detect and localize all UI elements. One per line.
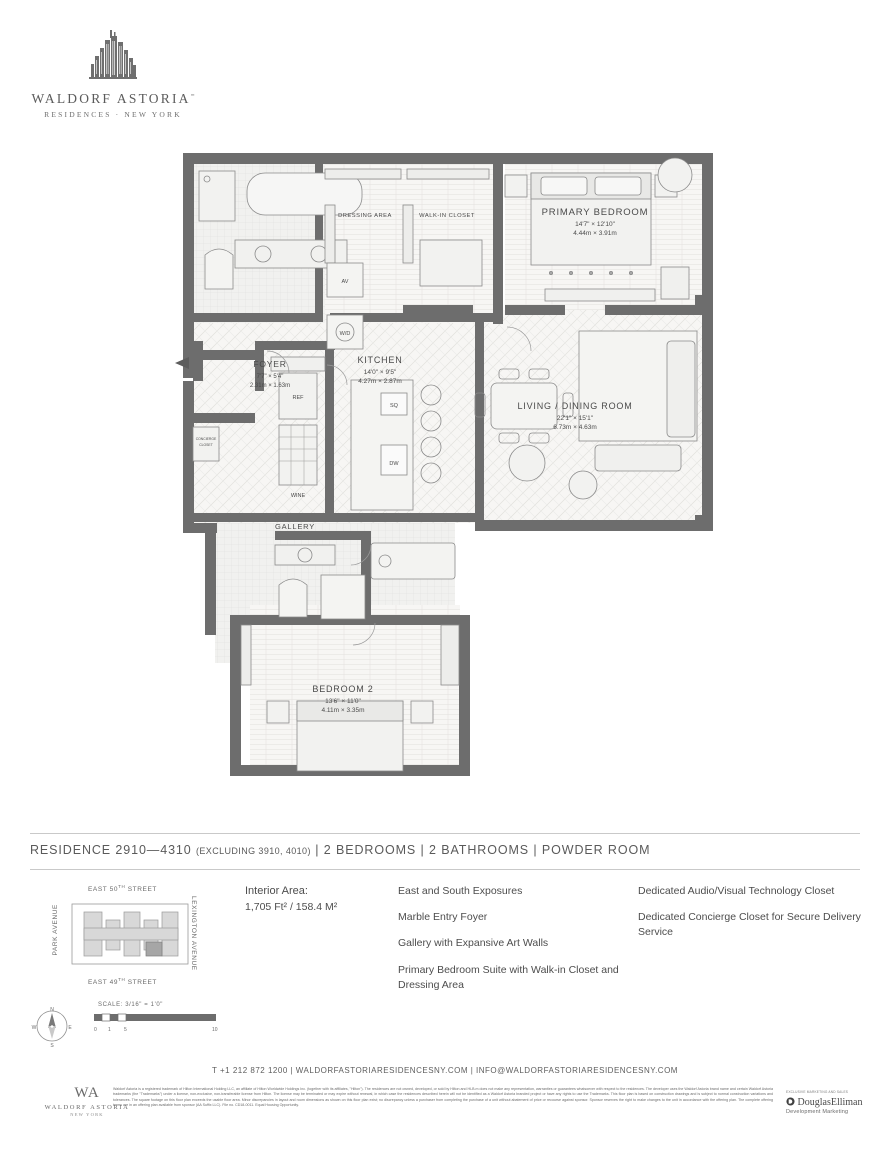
floor-plan [175, 145, 735, 795]
svg-text:AV: AV [341, 279, 349, 285]
svg-text:14'7" × 12'10": 14'7" × 12'10" [575, 221, 615, 228]
residence-exclusion: (EXCLUDING 3910, 4010) [196, 846, 311, 856]
keymap-bottom-street: EAST 49TH STREET [88, 977, 157, 987]
scale-bar-block [30, 1000, 240, 1048]
svg-text:4.44m × 3.91m: 4.44m × 3.91m [573, 230, 617, 237]
divider-top [30, 833, 860, 834]
svg-text:CONCIERGE: CONCIERGE [195, 437, 217, 441]
sep-1: | [315, 843, 320, 857]
svg-text:DRESSING AREA: DRESSING AREA [338, 213, 392, 219]
brand-name: WALDORF ASTORIA= [31, 91, 195, 106]
keymap-right-avenue: LEXINGTON AVENUE [190, 896, 197, 971]
feature-item: East and South Exposures [398, 885, 523, 897]
interior-area-label: Interior Area: [245, 885, 308, 897]
residence-beds: 2 BEDROOMS [323, 843, 417, 857]
residence-baths: 2 BATHROOMS [429, 843, 529, 857]
feature-item: Marble Entry Foyer [398, 911, 488, 924]
residence-powder: POWDER ROOM [541, 843, 651, 857]
svg-text:PRIMARY BEDROOM: PRIMARY BEDROOM [541, 207, 649, 218]
feature-item: Primary Bedroom Suite with Walk-in Closet and Dressing Area [398, 963, 619, 991]
scale-bar-icon [94, 1010, 234, 1032]
keymap-left-avenue: PARK AVENUE [52, 904, 59, 956]
compass-icon [30, 1004, 74, 1048]
svg-text:13'6" × 11'0": 13'6" × 11'0" [325, 698, 361, 705]
svg-text:N: N [50, 1007, 54, 1013]
douglas-elliman-block [786, 1090, 882, 1115]
douglas-elliman-logo-icon: DouglasElliman [786, 1097, 882, 1108]
svg-text:14'0" × 9'5": 14'0" × 9'5" [363, 369, 397, 376]
interior-area-block [245, 884, 385, 915]
svg-text:WINE: WINE [290, 493, 306, 499]
sep-2: | [420, 843, 425, 857]
svg-text:22'1" × 15'1": 22'1" × 15'1" [556, 415, 594, 422]
svg-text:6.73m × 4.63m: 6.73m × 4.63m [553, 424, 597, 431]
svg-text:2.31m × 1.63m: 2.31m × 1.63m [249, 383, 291, 389]
svg-text:S: S [50, 1043, 54, 1048]
svg-text:W: W [31, 1025, 37, 1031]
svg-text:GALLERY: GALLERY [274, 522, 316, 531]
svg-text:CLOSET: CLOSET [199, 443, 213, 447]
svg-text:LIVING / DINING ROOM: LIVING / DINING ROOM [517, 401, 633, 411]
divider-bottom [30, 869, 860, 870]
svg-text:FOYER: FOYER [253, 359, 287, 369]
keymap-unit-highlight [146, 942, 162, 956]
footer-brand-name: WALDORF ASTORIA [44, 1104, 130, 1111]
scale-label: SCALE: 3/16" = 1'0" [98, 1002, 164, 1008]
dedicated-list [638, 884, 863, 952]
footer-monogram: WA [74, 1085, 100, 1101]
feature-item: Gallery with Expansive Art Walls [398, 937, 549, 950]
footer-brand-sub: NEW YORK [70, 1112, 104, 1117]
de-subtitle: Development Marketing [786, 1109, 849, 1115]
residence-title-line [30, 843, 860, 857]
svg-text:10: 10 [212, 1027, 218, 1032]
svg-text:0: 0 [94, 1027, 97, 1032]
key-map [30, 884, 215, 989]
sep-3: | [533, 843, 538, 857]
de-eyebrow: EXCLUSIVE MARKETING AND SALES [786, 1090, 849, 1094]
svg-text:E: E [68, 1025, 72, 1031]
svg-text:4.27m × 2.87m: 4.27m × 2.87m [358, 378, 402, 385]
svg-text:WALK-IN CLOSET: WALK-IN CLOSET [419, 213, 475, 219]
features-list [398, 884, 628, 1004]
svg-text:5: 5 [124, 1027, 127, 1032]
brand-logo [28, 26, 198, 119]
dedicated-item: Dedicated Concierge Closet for Secure Delivery Service [638, 911, 861, 939]
contact-line[interactable]: T +1 212 872 1200 | WALDORFASTORIARESIDENCESNY.COM | INFO@WALDORFASTORIARESIDENCESNY.COM [212, 1066, 678, 1075]
residence-title: RESIDENCE 2910—4310 [30, 843, 192, 857]
svg-text:KITCHEN: KITCHEN [357, 355, 403, 365]
svg-text:BEDROOM 2: BEDROOM 2 [312, 684, 374, 694]
svg-text:1: 1 [108, 1027, 111, 1032]
svg-text:SQ: SQ [390, 403, 398, 409]
svg-text:DW: DW [389, 461, 399, 467]
keymap-top-street: EAST 50TH STREET [88, 884, 157, 894]
legal-disclaimer: Waldorf Astoria is a registered trademark of Hilton International Holding LLC, an affiliate of Hilton Worldwide Holdings Inc. (together with its affiliates, "Hilton"). The residences are not owned, developed, or sold by Hilton and HLB.m does not make any representation, warranties or guarantees whatsoever with respect to the residences. The developer uses the Waldorf Astoria brand name and certain Waldorf Astoria trademarks (the "Trademarks") under a license, non-exclusive, non-transferable license from Hilton. The license may be terminated or may expire without renewal, in which case the residences described herein will not be identified as a Waldorf Astoria branded project or have any rights to use the Trademarks. This floor plan is based on construction drawings and is subject to normal construction variations and tolerances. The square footage on this floor plan exceeds the usable floor area. Minor discrepancies in layout and room dimensions as shown on this floor plan exist; no discrepancy unless a purchaser from completing the purchase of a unit without abatement of price or recourse against sponsor. Sponsor reserves the right to make changes to the unit in accordance with the offering plan. The complete offering terms are in an offering plan available from sponsor (AA Suffix LLC). File no. CD18-0011. Equal Housing Opportunity. [113, 1087, 773, 1108]
svg-text:REF: REF [292, 395, 304, 401]
interior-area-value: 1,705 Ft² / 158.4 M² [245, 900, 338, 913]
skyscraper-icon [28, 26, 198, 85]
svg-text:W/D: W/D [339, 331, 351, 337]
svg-text:4.11m × 3.35m: 4.11m × 3.35m [321, 707, 365, 714]
brand-subtitle: RESIDENCES · NEW YORK [44, 110, 182, 119]
dedicated-item: Dedicated Audio/Visual Technology Closet [638, 885, 835, 897]
svg-text:7'7" × 5'4": 7'7" × 5'4" [256, 374, 284, 380]
